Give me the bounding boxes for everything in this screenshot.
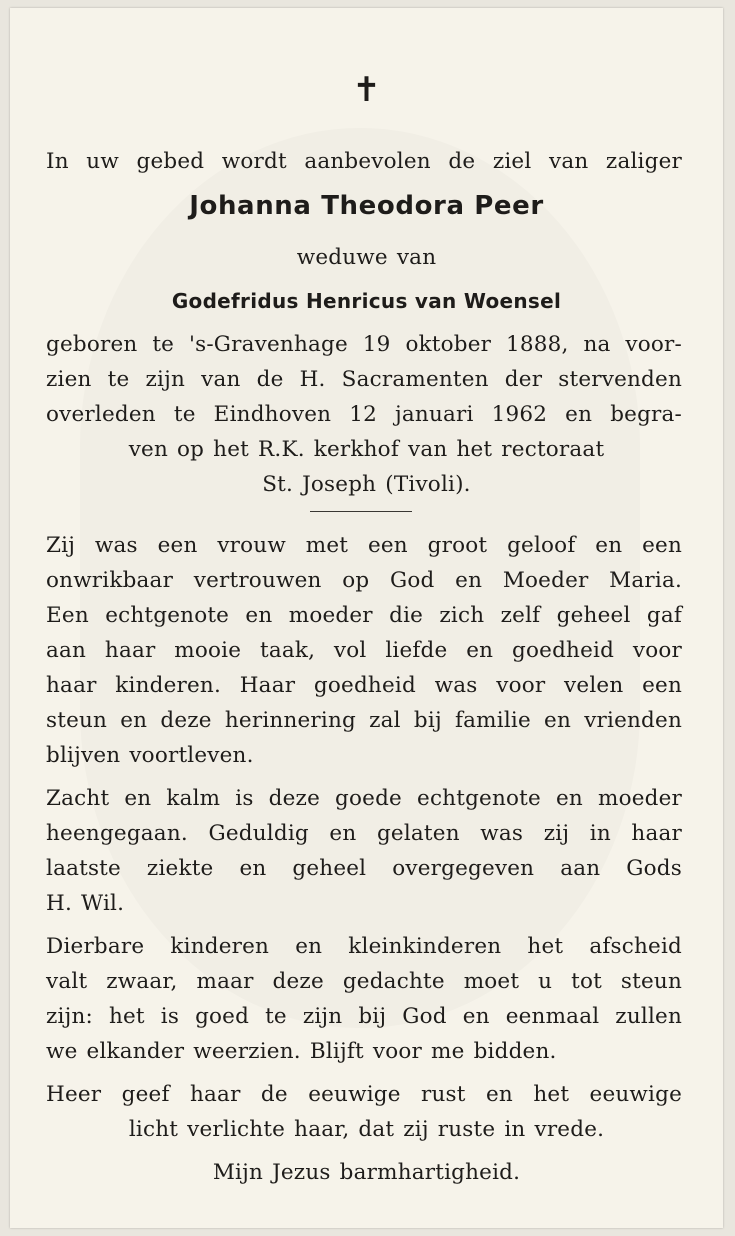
cross-icon: ✝ — [352, 70, 381, 110]
text-line: zijn: het is goed te zijn bij God en eenmaal zullen — [46, 1004, 682, 1029]
text-line: onwrikbaar vertrouwen op God en Moeder Maria. — [46, 568, 682, 593]
text-line: Zacht en kalm is deze goede echtgenote en moeder — [46, 786, 682, 811]
bio-line: overleden te Eindhoven 12 januari 1962 en begra- — [46, 402, 682, 427]
intro-line: In uw gebed wordt aanbevolen de ziel van zaliger — [46, 149, 682, 174]
text-line: heengegaan. Geduldig en gelaten was zij in haar — [46, 821, 682, 846]
text-line: blijven voortleven. — [46, 743, 254, 768]
bio-line: St. Joseph (Tivoli). — [262, 472, 471, 497]
bio-line: ven op het R.K. kerkhof van het rectoraat — [128, 437, 605, 462]
text-line: steun en deze herinnering zal bij familie en vrienden — [46, 708, 682, 733]
bio-line: geboren te 's-Gravenhage 19 oktober 1888, na voor- — [46, 332, 682, 357]
text-line: Een echtgenote en moeder die zich zelf geheel gaf — [46, 603, 682, 628]
text-line: valt zwaar, maar deze gedachte moet u tot steun — [46, 969, 682, 994]
text-line: aan haar mooie taak, vol liefde en goedheid voor — [46, 638, 682, 663]
widow-of-line: weduwe van — [296, 245, 437, 270]
text-line: haar kinderen. Haar goedheid was voor velen een — [46, 673, 682, 698]
bio-line: zien te zijn van de H. Sacramenten der stervenden — [46, 367, 682, 392]
text-line: laatste ziekte en geheel overgegeven aan Gods — [46, 856, 682, 881]
prayer-line: Heer geef haar de eeuwige rust en het eeuwige — [46, 1082, 682, 1107]
text-line: we elkander weerzien. Blijft voor me bidden. — [46, 1039, 557, 1064]
text-line: Dierbare kinderen en kleinkinderen het afscheid — [46, 934, 682, 959]
divider-rule — [310, 511, 412, 512]
prayer-card — [10, 8, 723, 1228]
text-line: Zij was een vrouw met een groot geloof en een — [46, 533, 682, 558]
text-line: H. Wil. — [46, 891, 125, 916]
husband-name: Godefridus Henricus van Woensel — [171, 289, 562, 313]
deceased-name: Johanna Theodora Peer — [189, 191, 544, 221]
closing-line: Mijn Jezus barmhartigheid. — [212, 1160, 521, 1185]
prayer-line: licht verlichte haar, dat zij ruste in vrede. — [128, 1117, 605, 1142]
